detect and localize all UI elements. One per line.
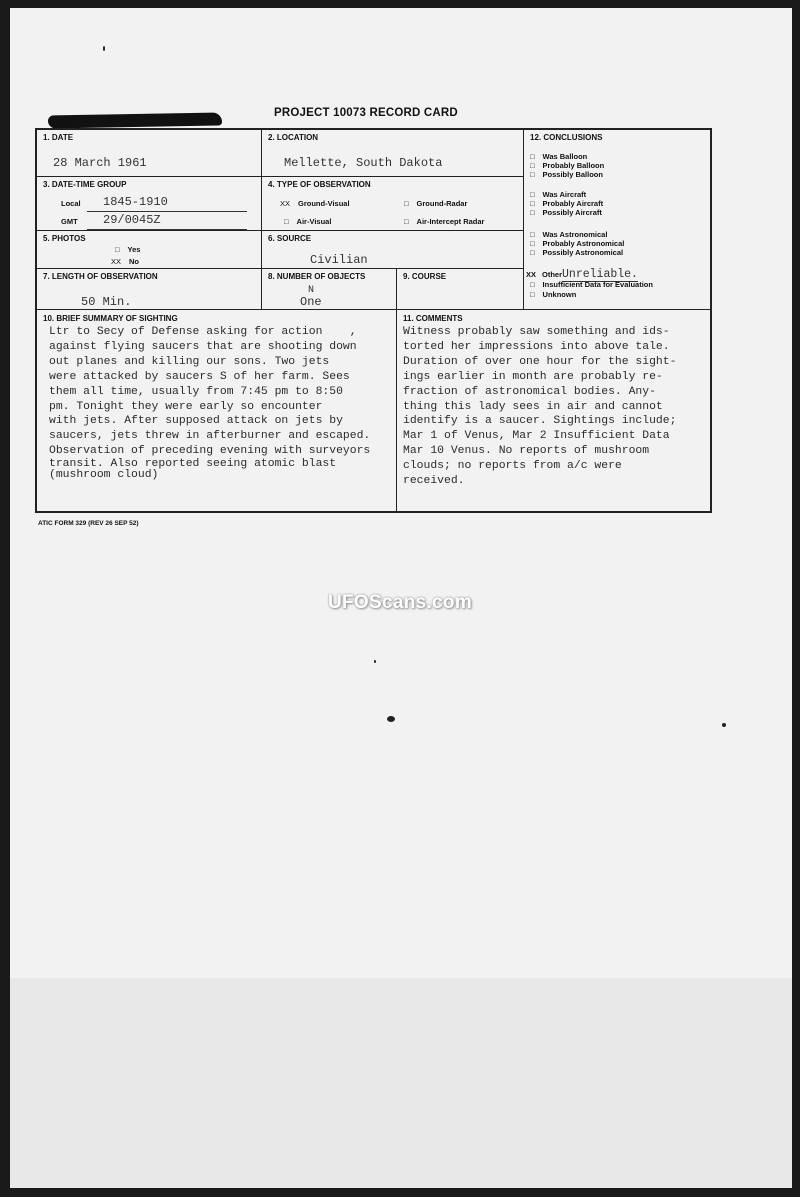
date-time-group-cell bbox=[37, 177, 262, 231]
comment-line: Witness probably saw something and ids- bbox=[403, 326, 670, 338]
number-of-objects-label: 8. NUMBER OF OBJECTS bbox=[268, 272, 366, 281]
summary-line: saucers, jets threw in afterburner and escaped. bbox=[49, 430, 371, 443]
conclusion-option: □ Possibly Balloon bbox=[530, 170, 603, 179]
comment-line: received. bbox=[403, 475, 465, 488]
location-label: 2. LOCATION bbox=[268, 133, 319, 142]
conclusion-option: □ Unknown bbox=[530, 290, 577, 299]
obs-air-visual: □ Air-Visual bbox=[284, 217, 332, 226]
obs-ground-radar: □ Ground-Radar bbox=[404, 199, 468, 208]
date-label: 1. DATE bbox=[43, 133, 74, 142]
comment-line: torted her impressions into above tale. bbox=[403, 340, 670, 353]
dust-speck bbox=[387, 716, 395, 722]
watermark-text: UFOScans.com bbox=[327, 592, 473, 613]
date-time-group-label: 3. DATE-TIME GROUP bbox=[43, 180, 127, 189]
conclusion-other: XX OtherUnreliable. bbox=[526, 268, 638, 281]
summary-line: were attacked by saucers S of her farm. Sees bbox=[49, 370, 350, 383]
length-of-observation-value: 50 Min. bbox=[81, 295, 132, 309]
gmt-label: GMT bbox=[61, 217, 78, 226]
other-check-mark: XX bbox=[526, 270, 537, 279]
conclusion-option: □ Possibly Astronomical bbox=[530, 248, 624, 257]
conclusion-option: □ Possibly Aircraft bbox=[530, 208, 602, 217]
form-identifier: ATIC FORM 329 (REV 26 SEP 52) bbox=[38, 520, 139, 527]
conclusion-option: □ Probably Balloon bbox=[530, 161, 605, 170]
gmt-value: 29/0045Z bbox=[103, 213, 161, 227]
record-card bbox=[35, 128, 712, 513]
obs-air-intercept-radar: □ Air-Intercept Radar bbox=[404, 217, 485, 226]
comment-line: identify is a saucer. Sightings include; bbox=[403, 415, 677, 428]
summary-line: Ltr to Secy of Defense asking for action , bbox=[49, 326, 357, 338]
summary-line: transit. Also reported seeing atomic blast bbox=[49, 458, 337, 471]
conclusions-cell bbox=[524, 130, 710, 310]
date-cell bbox=[37, 130, 262, 177]
photos-yes: □ Yes bbox=[115, 245, 141, 254]
type-of-observation-cell bbox=[262, 177, 524, 231]
number-of-objects-value: One bbox=[300, 295, 322, 309]
summary-cell bbox=[37, 310, 397, 511]
course-label: 9. COURSE bbox=[403, 272, 447, 281]
source-label: 6. SOURCE bbox=[268, 234, 312, 243]
local-value: 1845-1910 bbox=[103, 195, 168, 209]
conclusion-option: □ Probably Aircraft bbox=[530, 199, 604, 208]
summary-line: against flying saucers that are shooting down bbox=[49, 340, 357, 353]
length-of-observation-label: 7. LENGTH OF OBSERVATION bbox=[43, 272, 158, 281]
other-value: Unreliable. bbox=[562, 268, 638, 281]
conclusion-option: □ Probably Astronomical bbox=[530, 239, 625, 248]
course-cell bbox=[397, 269, 524, 310]
comment-line: Mar 10 Venus. No reports of mushroom bbox=[403, 445, 650, 458]
conclusion-option: □ Was Aircraft bbox=[530, 190, 587, 199]
conclusion-option: □ Was Astronomical bbox=[530, 230, 608, 239]
local-label: Local bbox=[61, 199, 81, 208]
dust-speck bbox=[722, 723, 726, 727]
type-of-observation-label: 4. TYPE OF OBSERVATION bbox=[268, 180, 371, 189]
summary-line: (mushroom cloud) bbox=[49, 469, 159, 482]
dust-speck bbox=[103, 46, 105, 51]
location-cell bbox=[262, 130, 524, 177]
conclusion-option: □ Insufficient Data for Evaluation bbox=[530, 280, 653, 289]
page-shading bbox=[10, 978, 792, 1188]
summary-line: pm. Tonight they were early so encounter bbox=[49, 400, 323, 413]
comment-line: thing this lady sees in air and cannot bbox=[403, 400, 663, 413]
summary-line: them all time, usually from 7:45 pm to 8:50 bbox=[49, 385, 343, 398]
local-underline bbox=[87, 211, 247, 212]
comment-line: Mar 1 of Venus, Mar 2 Insufficient Data bbox=[403, 430, 670, 443]
comment-line: Duration of over one hour for the sight- bbox=[403, 355, 677, 368]
summary-line: Observation of preceding evening with surveyors bbox=[49, 445, 371, 458]
conclusions-label: 12. CONCLUSIONS bbox=[530, 133, 603, 142]
comment-line: ings earlier in month are probably re- bbox=[403, 370, 663, 383]
comment-line: clouds; no reports from a/c were bbox=[403, 460, 622, 473]
dust-speck bbox=[374, 660, 376, 663]
photos-no: XX No bbox=[111, 257, 140, 266]
summary-text bbox=[49, 325, 370, 481]
card-title: PROJECT 10073 RECORD CARD bbox=[274, 107, 458, 119]
number-of-objects-mark: N bbox=[308, 285, 315, 296]
photos-cell bbox=[37, 231, 262, 269]
location-value: Mellette, South Dakota bbox=[284, 156, 443, 170]
summary-label: 10. BRIEF SUMMARY OF SIGHTING bbox=[43, 314, 178, 323]
photos-label: 5. PHOTOS bbox=[43, 234, 86, 243]
comments-text bbox=[403, 325, 676, 489]
comments-cell bbox=[397, 310, 710, 511]
source-value: Civilian bbox=[310, 253, 368, 267]
conclusion-option: □ Was Balloon bbox=[530, 152, 588, 161]
length-of-observation-cell bbox=[37, 269, 262, 310]
number-of-objects-cell bbox=[262, 269, 397, 310]
gmt-underline bbox=[87, 229, 247, 230]
date-value: 28 March 1961 bbox=[53, 156, 147, 170]
summary-line: out planes and killing our sons. Two jets bbox=[49, 355, 330, 368]
source-cell bbox=[262, 231, 524, 269]
comment-line: fraction of astronomical bodies. Any- bbox=[403, 385, 656, 398]
comments-label: 11. COMMENTS bbox=[403, 314, 463, 323]
obs-ground-visual: XX Ground-Visual bbox=[280, 199, 350, 208]
summary-line: with jets. After supposed attack on jets by bbox=[49, 415, 343, 428]
